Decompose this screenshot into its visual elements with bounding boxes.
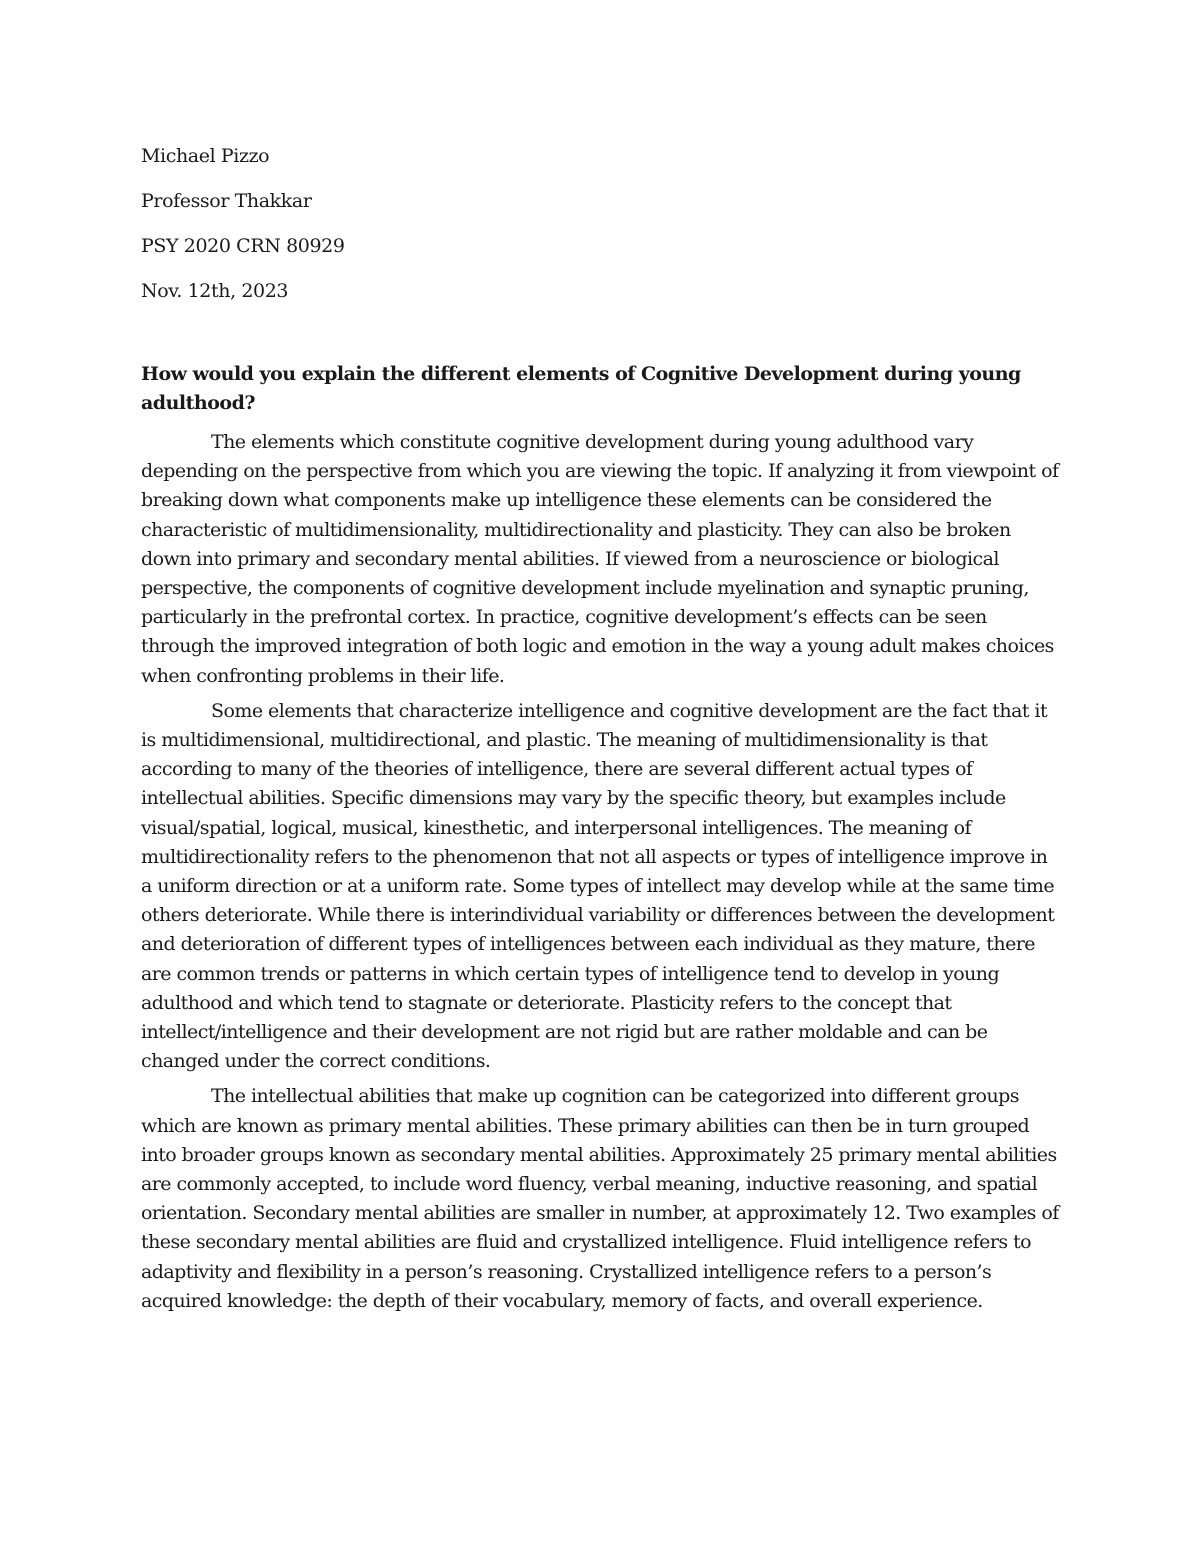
professor-name: Professor Thakkar bbox=[141, 190, 312, 212]
course-info: PSY 2020 CRN 80929 bbox=[141, 235, 345, 257]
submission-date: Nov. 12th, 2023 bbox=[141, 280, 289, 302]
body-paragraph-3: The intellectual abilities that make up cognition can be categorized into different groups which are known as primary mental abilities. These primary abilities can then be in turn grouped into broader groups known as secondary mental abilities. Approximately 25 primary mental abilities are commonly accepted, to include word fluency, verbal meaning, inductive reasoning, and spatial orientation. Secondary mental abilities are smaller in number, at approximately 12. Two examples of these secondary mental abilities are fluid and crystallized intelligence. Fluid intelligence refers to adaptivity and flexibility in a person’s reasoning. Crystallized intelligence refers to a person’s acquired knowledge: the depth of their vocabulary, memory of facts, and overall experience. bbox=[141, 1085, 1059, 1312]
body-paragraph-1: The elements which constitute cognitive development during young adulthood vary depending on the perspective from which you are viewing the topic. If analyzing it from viewpoint of breaking down what components make up intelligence these elements can be considered the characteristic of multidimensionality, multidirectionality and plasticity. They can also be broken down into primary and secondary mental abilities. If viewed from a neuroscience or biological perspective, the components of cognitive development include myelination and synaptic pruning, particularly in the prefrontal cortex. In practice, cognitive development’s effects can be seen through the improved integration of both logic and emotion in the way a young adult makes choices when confronting problems in their life. bbox=[141, 431, 1059, 687]
essay-prompt: How would you explain the different elements of Cognitive Development during young adulthood? bbox=[141, 363, 1021, 414]
body-paragraph-2: Some elements that characterize intelligence and cognitive development are the fact that it is multidimensional, multidirectional, and plastic. The meaning of multidimensionality is that according to many of the theories of intelligence, there are several different actual types of intellectual abilities. Specific dimensions may vary by the specific theory, but examples include visual/spatial, logical, musical, kinesthetic, and interpersonal intelligences. The meaning of multidirectionality refers to the phenomenon that not all aspects or types of intelligence improve in a uniform direction or at a uniform rate. Some types of intellect may develop while at the same time others deteriorate. While there is interindividual variability or differences between the development and deterioration of different types of intelligences between each individual as they mature, there are common trends or patterns in which certain types of intelligence tend to develop in young adulthood and which tend to stagnate or deteriorate. Plasticity refers to the concept that intellect/intelligence and their development are not rigid but are rather moldable and can be changed under the correct conditions. bbox=[141, 699, 1055, 1073]
student-name: Michael Pizzo bbox=[141, 145, 270, 167]
document-content bbox=[141, 142, 1059, 1316]
header-spacer bbox=[141, 322, 1059, 360]
